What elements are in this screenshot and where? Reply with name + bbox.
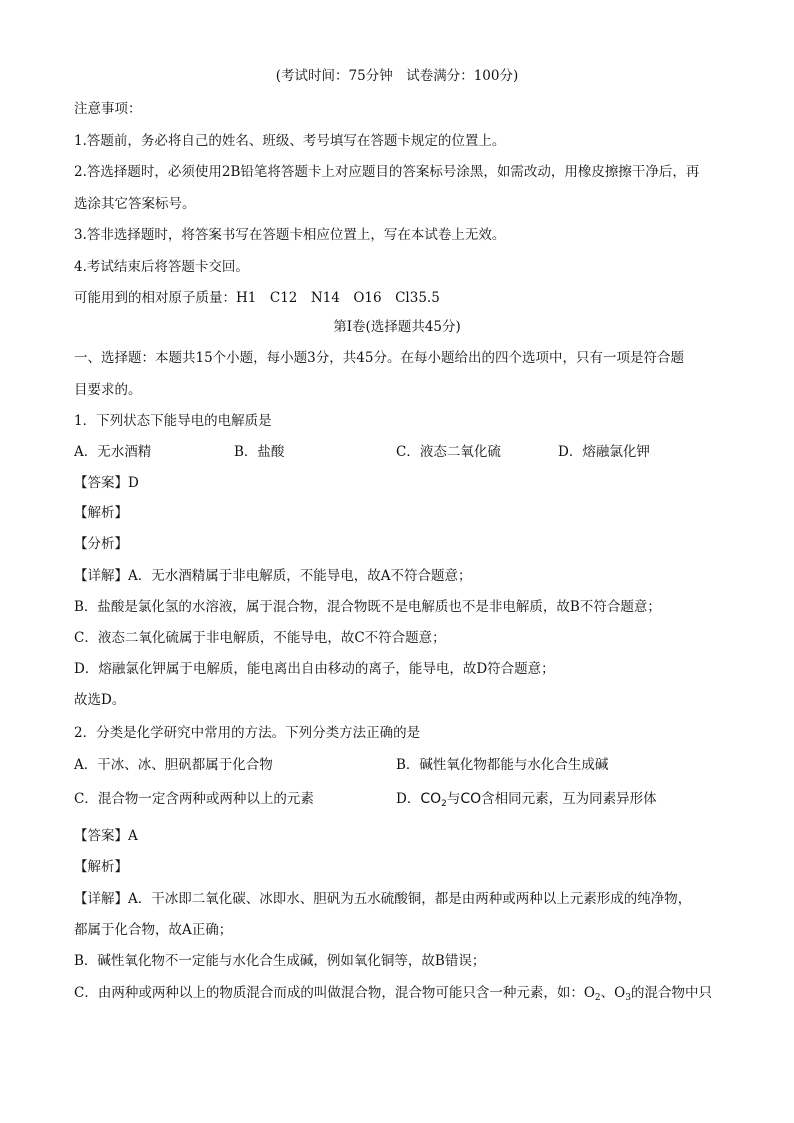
q1-fenxi-tag: 【分析】 xyxy=(74,536,128,552)
atomic-masses: 可能用到的相对原子质量：H1 C12 N14 O16 Cl35.5 xyxy=(74,290,440,306)
note-item-4: 4.考试结束后将答题卡交回。 xyxy=(74,259,249,275)
q1-detail-d: D．熔融氯化钾属于电解质，能电离出自由移动的离子，能导电，故D符合题意； xyxy=(74,661,555,677)
q1-answer: 【答案】D xyxy=(74,475,139,491)
o2-subscript: 2 xyxy=(594,993,601,1003)
notes-title: 注意事项： xyxy=(74,101,142,117)
section-title: 第Ⅰ卷(选择题共45分) xyxy=(333,319,461,335)
q1-analysis-tag: 【解析】 xyxy=(74,505,128,521)
q1-detail-c: C．液态二氧化硫属于非电解质，不能导电，故C不符合题意； xyxy=(74,630,446,646)
q1-conclusion: 故选D。 xyxy=(74,692,126,708)
section-instruction-line-2: 目要求的。 xyxy=(74,382,142,398)
q2-option-d-mid: 与 xyxy=(446,791,461,807)
note-item-2-line-2: 选涂其它答案标号。 xyxy=(74,196,196,212)
q2-detail-c-prefix: C．由两种或两种以上的物质混合而成的叫做混合物，混合物可能只含一种元素，如：O xyxy=(74,985,595,1001)
o3-subscript: 3 xyxy=(625,993,631,1003)
exam-info: (考试时间：75分钟 试卷满分：100分) xyxy=(275,68,519,84)
q1-detail-a: 【详解】A．无水酒精属于非电解质，不能导电，故A不符合题意； xyxy=(74,568,472,584)
q2-answer: 【答案】A xyxy=(74,828,138,844)
q1-stem: 1．下列状态下能导电的电解质是 xyxy=(74,413,272,429)
q2-detail-c xyxy=(74,983,712,1008)
q2-detail-b: B．碱性氧化物不一定能与水化合生成碱，例如氧化铜等，故B错误； xyxy=(74,953,486,969)
q1-option-c: C．液态二氧化硫 xyxy=(396,444,501,460)
q2-option-d-suffix: 含相同元素，互为同素异形体 xyxy=(481,791,657,807)
q2-option-d xyxy=(396,789,657,814)
q2-option-c: C．混合物一定含两种或两种以上的元素 xyxy=(74,791,314,807)
note-item-2-line-1: 2.答选择题时，必须使用2B铅笔将答题卡上对应题目的答案标号涂黑，如需改动，用橡皮擦擦干净后，再 xyxy=(74,164,700,180)
q2-stem: 2．分类是化学研究中常用的方法。下列分类方法正确的是 xyxy=(74,725,421,741)
q2-option-a: A．干冰、冰、胆矾都属于化合物 xyxy=(74,757,273,773)
q1-detail-b: B．盐酸是氯化氢的水溶液，属于混合物，混合物既不是电解质也不是非电解质，故B不符合题意； xyxy=(74,599,661,615)
q2-detail-a-line-1: 【详解】A．干冰即二氧化碳、冰即水、胆矾为五水硫酸铜，都是由两种或两种以上元素形成的纯净物， xyxy=(74,891,692,907)
q2-analysis-tag: 【解析】 xyxy=(74,859,128,875)
section-instruction-line-1: 一、选择题：本题共15个小题，每小题3分，共45分。在每小题给出的四个选项中，只有一项是符合题 xyxy=(74,350,684,366)
co-formula: CO xyxy=(460,791,482,807)
note-item-3: 3.答非选择题时，将答案书写在答题卡相应位置上，写在本试卷上无效。 xyxy=(74,227,506,243)
q2-option-b: B．碱性氧化物都能与水化合生成碱 xyxy=(396,757,609,773)
q2-detail-c-suffix: 的混合物中只 xyxy=(630,985,712,1001)
q1-option-a: A．无水酒精 xyxy=(74,444,152,460)
q2-detail-c-mid: 、O xyxy=(600,985,626,1001)
q2-option-d-prefix: D． xyxy=(396,791,421,807)
note-item-1: 1.答题前，务必将自己的姓名、班级、考号填写在答题卡规定的位置上。 xyxy=(74,133,506,149)
q1-option-d: D．熔融氯化钾 xyxy=(558,444,650,460)
q2-detail-a-line-2: 都属于化合物，故A正确； xyxy=(74,922,233,938)
q1-option-b: B．盐酸 xyxy=(234,444,285,460)
co2-formula: $CO_2$ xyxy=(420,791,447,809)
